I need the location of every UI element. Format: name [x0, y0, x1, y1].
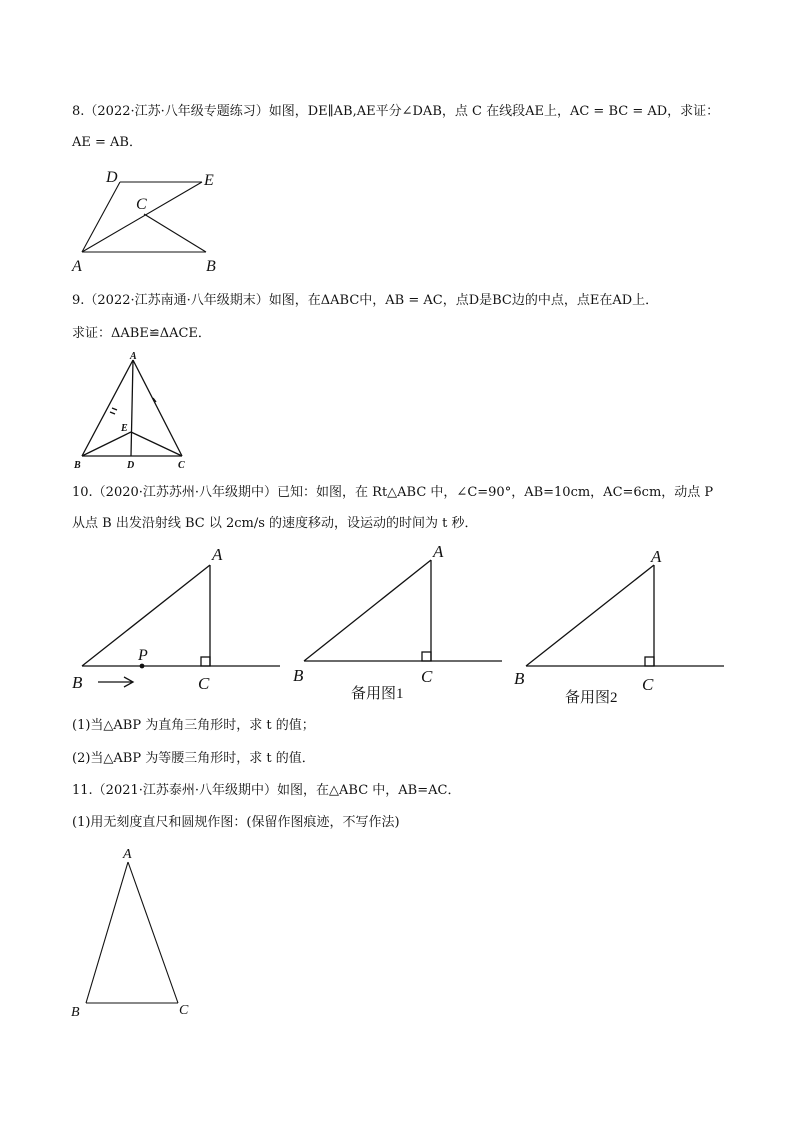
q9-label-a: A — [130, 351, 137, 362]
q9-line1: 9.（2022·江苏南通·八年级期末）如图，在ΔABC中，AB = AC，点D是BC边的中点，点E在AD上． — [72, 293, 659, 308]
q11-sub1: (1)用无刻度直尺和圆规作图：(保留作图痕迹，不写作法) — [72, 815, 400, 830]
q10-fig1-label-b: B — [72, 673, 83, 692]
q10-fig2-label-a: A — [433, 542, 444, 561]
q11-label-c: C — [179, 1003, 189, 1018]
q8-label-d: D — [106, 169, 118, 186]
q10-figure-main — [60, 540, 290, 700]
q10-line2: 从点 B 出发沿射线 BC 以 2cm/s 的速度移动，设运动的时间为 t 秒． — [72, 516, 478, 531]
q10-fig2-label-b: B — [293, 666, 304, 685]
q10-point-p — [140, 664, 145, 669]
q8-label-e: E — [204, 172, 214, 189]
q11-label-a: A — [123, 847, 132, 862]
q9-label-c: C — [178, 460, 185, 471]
q11-label-b: B — [71, 1005, 80, 1020]
q10-fig2-label-c: C — [421, 667, 433, 686]
q8-line2: AE = AB． — [72, 135, 142, 150]
q10-line1: 10.（2020·江苏苏州·八年级期中）已知：如图，在 Rt△ABC 中，∠C=90°，AB=10cm，AC=6cm，动点 P — [72, 485, 714, 500]
q8-figure — [70, 165, 230, 275]
q10-fig1-label-a: A — [212, 545, 223, 564]
q10-fig3-label-a: A — [651, 547, 662, 566]
q10-figure-spare1 — [285, 535, 510, 705]
q10-figure-spare2 — [510, 540, 730, 710]
q11-figure — [62, 840, 202, 1025]
q8-label-a: A — [72, 258, 82, 275]
q10-sub2: (2)当△ABP 为等腰三角形时，求 t 的值． — [72, 751, 315, 766]
q9-label-d: D — [127, 460, 135, 471]
q8-label-b: B — [206, 258, 216, 275]
q10-fig3-label-b: B — [514, 669, 525, 688]
q9-figure — [70, 348, 200, 473]
q10-fig1-label-c: C — [198, 674, 210, 693]
q9-label-b: B — [74, 460, 81, 471]
q11-line1: 11.（2021·江苏泰州·八年级期中）如图，在△ABC 中，AB=AC． — [72, 783, 461, 798]
q10-fig1-label-p: P — [138, 647, 148, 664]
q10-fig2-caption: 备用图1 — [351, 686, 404, 702]
q9-line2: 求证：ΔABE≌ΔACE． — [72, 326, 211, 341]
q9-label-e: E — [121, 423, 128, 434]
q10-sub1: (1)当△ABP 为直角三角形时，求 t 的值； — [72, 718, 315, 733]
q10-fig3-label-c: C — [642, 675, 654, 694]
q8-label-c: C — [136, 196, 147, 213]
q10-fig3-caption: 备用图2 — [565, 690, 618, 706]
q8-line1: 8.（2022·江苏·八年级专题练习）如图，DE∥AB,AE平分∠DAB，点 C 在线段AE上，AC = BC = AD，求证： — [72, 104, 720, 119]
